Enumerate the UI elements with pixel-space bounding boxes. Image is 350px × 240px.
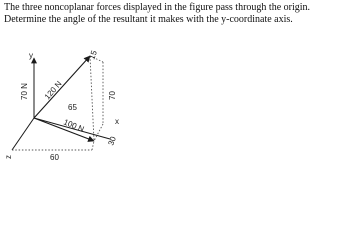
force-120-label: 120 N (42, 79, 64, 102)
dim-60-label: 60 (50, 153, 59, 162)
dotted-corner-link (92, 141, 94, 150)
dim-30-label: 30 (106, 135, 118, 147)
force-100-label: 100 N (62, 117, 86, 134)
z-axis-label: z (4, 155, 13, 159)
dotted-inner-vertical (90, 56, 94, 141)
dim-65-label: 65 (68, 103, 77, 112)
force-70-label: 70 N (20, 83, 29, 100)
dim-15-label: 15 (87, 49, 99, 61)
dim-70-label: 70 (108, 91, 117, 100)
y-axis-label: y (29, 51, 33, 60)
x-axis-label: x (115, 117, 119, 126)
problem-statement: The three noncoplanar forces displayed in the figure pass through the origin. Determine the angle of the resultant it makes with the y-coordinate axis. (4, 2, 311, 25)
dotted-right-lower (94, 124, 103, 141)
z-axis-line (12, 118, 34, 150)
force-120-arrow (34, 56, 90, 118)
